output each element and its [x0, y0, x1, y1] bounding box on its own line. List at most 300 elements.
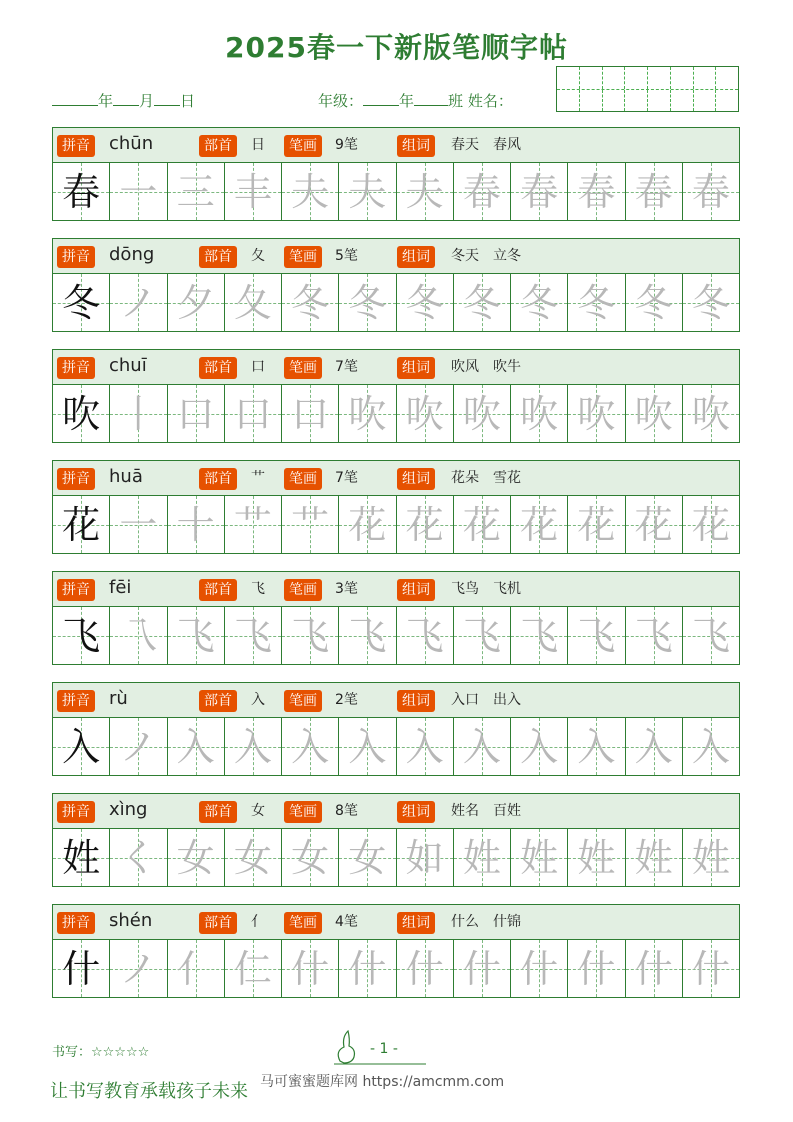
tracing-grid-row: [52, 607, 740, 665]
tracing-cell[interactable]: [167, 607, 224, 664]
tracing-cell[interactable]: [625, 607, 682, 664]
stroke-step-character: 姓: [462, 835, 501, 880]
tracing-cell[interactable]: [510, 163, 567, 220]
stroke-step-character: 女: [291, 835, 330, 880]
tracing-grid-row: [52, 163, 740, 221]
stroke-step-character: 吹: [348, 391, 387, 436]
character-info-header: [52, 793, 740, 829]
grade-suffix: 年: [399, 92, 415, 110]
tracing-cell[interactable]: [567, 274, 624, 331]
date-line: [52, 90, 195, 111]
pinyin-value: chuī: [109, 355, 147, 376]
character-block: [52, 571, 740, 665]
tracing-cell[interactable]: [453, 385, 510, 442]
page-number-mark: [330, 1027, 430, 1067]
name-label: 姓名：: [467, 92, 513, 110]
tracing-cell[interactable]: [224, 385, 281, 442]
tracing-cell[interactable]: [453, 274, 510, 331]
stroke-step-character: 冬: [520, 280, 559, 325]
tracing-cell[interactable]: [224, 496, 281, 553]
pinyin-value: xìng: [109, 799, 148, 820]
words-tag: 组词: [397, 579, 435, 601]
tracing-cell[interactable]: [167, 829, 224, 886]
stroke-step-character: 什: [634, 946, 673, 991]
strokes-value: 9笔: [335, 137, 358, 153]
tracing-grid-row: [52, 496, 740, 554]
pinyin-value: rù: [109, 688, 128, 709]
stroke-step-character: 吹: [577, 391, 616, 436]
stroke-step-character: 姓: [634, 835, 673, 880]
strokes-tag: 笔画: [284, 357, 322, 379]
stroke-step-character: 丰: [233, 169, 272, 214]
character-info-header: [52, 349, 740, 385]
stroke-step-character: 花: [405, 502, 444, 547]
tracing-cell[interactable]: [281, 163, 338, 220]
model-character: 入: [62, 724, 101, 769]
stroke-step-character: 吹: [405, 391, 444, 436]
model-character: 姓: [62, 835, 101, 880]
stroke-step-character: 花: [462, 502, 501, 547]
character-info-header: [52, 460, 740, 496]
tracing-cell[interactable]: [109, 385, 166, 442]
character-block: [52, 127, 740, 221]
stroke-step-character: 丨: [119, 391, 158, 436]
words-value: 什么 什锦: [451, 914, 521, 930]
slogan: 让书写教育承载孩子未来: [50, 1081, 248, 1102]
tracing-cell[interactable]: [396, 274, 453, 331]
grade-blank[interactable]: [363, 91, 399, 106]
stroke-step-character: 口: [291, 391, 330, 436]
tracing-cell[interactable]: [682, 163, 739, 220]
class-blank[interactable]: [414, 91, 448, 106]
tracing-cell[interactable]: [338, 940, 395, 997]
strokes-value: 5笔: [335, 248, 358, 264]
character-block: [52, 793, 740, 887]
tracing-cell[interactable]: [682, 607, 739, 664]
stroke-step-character: ノ: [119, 280, 158, 325]
words-tag: 组词: [397, 246, 435, 268]
words-tag: 组词: [397, 135, 435, 157]
tracing-cell[interactable]: [167, 274, 224, 331]
words-tag: 组词: [397, 912, 435, 934]
tracing-cell[interactable]: [167, 718, 224, 775]
tracing-cell[interactable]: [338, 274, 395, 331]
pinyin-tag: 拼音: [57, 135, 95, 157]
tracing-cell[interactable]: [281, 940, 338, 997]
tracing-cell[interactable]: [625, 718, 682, 775]
tracing-cell[interactable]: [338, 607, 395, 664]
tracing-cell[interactable]: [453, 496, 510, 553]
stroke-step-character: 入: [634, 724, 673, 769]
stroke-step-character: 春: [520, 169, 559, 214]
strokes-tag: 笔画: [284, 468, 322, 490]
stroke-step-character: 飞: [291, 613, 330, 658]
site-watermark: 马可蜜蜜题库网 https://amcmm.com: [260, 1074, 505, 1090]
stroke-step-character: 花: [634, 502, 673, 547]
stroke-step-character: 入: [233, 724, 272, 769]
pinyin-value: chūn: [109, 133, 154, 154]
stroke-step-character: 夕: [176, 280, 215, 325]
strokes-value: 2笔: [335, 692, 358, 708]
stroke-step-character: 如: [405, 835, 444, 880]
tracing-cell[interactable]: [281, 496, 338, 553]
tracing-cell[interactable]: [109, 607, 166, 664]
stroke-step-character: 入: [176, 724, 215, 769]
radical-value: 亻: [251, 914, 265, 930]
stroke-step-character: 冬: [405, 280, 444, 325]
tracing-cell[interactable]: [281, 274, 338, 331]
radical-tag: 部首: [199, 690, 237, 712]
radical-tag: 部首: [199, 801, 237, 823]
tracing-cell[interactable]: [396, 163, 453, 220]
stroke-step-character: 入: [520, 724, 559, 769]
tracing-cell[interactable]: [682, 718, 739, 775]
tracing-cell[interactable]: [109, 829, 166, 886]
stroke-step-character: 吹: [691, 391, 730, 436]
words-tag: 组词: [397, 801, 435, 823]
stroke-step-character: 什: [348, 946, 387, 991]
model-character-cell[interactable]: [53, 607, 109, 664]
tracing-cell[interactable]: [167, 940, 224, 997]
tracing-cell[interactable]: [396, 385, 453, 442]
pinyin-tag: 拼音: [57, 801, 95, 823]
model-character-cell[interactable]: [53, 496, 109, 553]
words-tag: 组词: [397, 357, 435, 379]
stroke-step-character: 入: [691, 724, 730, 769]
model-character: 冬: [62, 280, 101, 325]
stroke-step-character: 什: [291, 946, 330, 991]
stroke-step-character: 夫: [348, 169, 387, 214]
tracing-cell[interactable]: [224, 940, 281, 997]
tracing-cell[interactable]: [281, 718, 338, 775]
strokes-value: 7笔: [335, 470, 358, 486]
stroke-step-character: 花: [348, 502, 387, 547]
model-character-cell[interactable]: [53, 274, 109, 331]
stroke-step-character: 仁: [233, 946, 272, 991]
tracing-cell[interactable]: [396, 718, 453, 775]
model-character-cell[interactable]: [53, 163, 109, 220]
tracing-cell[interactable]: [682, 496, 739, 553]
tracing-cell[interactable]: [682, 940, 739, 997]
tracing-cell[interactable]: [625, 385, 682, 442]
stroke-step-character: 女: [176, 835, 215, 880]
strokes-tag: 笔画: [284, 246, 322, 268]
stroke-step-character: 花: [577, 502, 616, 547]
radical-tag: 部首: [199, 135, 237, 157]
stroke-step-character: 吹: [634, 391, 673, 436]
tracing-cell[interactable]: [281, 607, 338, 664]
radical-tag: 部首: [199, 357, 237, 379]
stroke-step-character: 冬: [462, 280, 501, 325]
radical-value: 入: [251, 692, 265, 708]
tracing-cell[interactable]: [567, 496, 624, 553]
tracing-cell[interactable]: [396, 829, 453, 886]
stroke-step-character: 姓: [691, 835, 730, 880]
pinyin-tag: 拼音: [57, 246, 95, 268]
radical-tag: 部首: [199, 468, 237, 490]
tracing-cell[interactable]: [109, 496, 166, 553]
stroke-step-character: 夫: [405, 169, 444, 214]
tracing-grid-row: [52, 829, 740, 887]
strokes-tag: 笔画: [284, 801, 322, 823]
class-label: 班: [448, 92, 464, 110]
radical-tag: 部首: [199, 912, 237, 934]
stroke-step-character: 飞: [691, 613, 730, 658]
radical-value: 夂: [251, 248, 265, 264]
words-value: 花朵 雪花: [451, 470, 521, 486]
strokes-tag: 笔画: [284, 690, 322, 712]
tracing-cell[interactable]: [567, 607, 624, 664]
stroke-step-character: 亻: [176, 946, 215, 991]
words-value: 姓名 百姓: [451, 803, 521, 819]
tracing-cell[interactable]: [510, 496, 567, 553]
stroke-step-character: 冬: [577, 280, 616, 325]
tracing-cell[interactable]: [625, 274, 682, 331]
stroke-step-character: 艹: [291, 502, 330, 547]
pinyin-tag: 拼音: [57, 468, 95, 490]
character-block: [52, 349, 740, 443]
model-character: 什: [62, 946, 101, 991]
stroke-step-character: 冬: [691, 280, 730, 325]
tracing-cell[interactable]: [396, 940, 453, 997]
tracing-cell[interactable]: [338, 718, 395, 775]
tracing-cell[interactable]: [625, 829, 682, 886]
stroke-step-character: 飞: [462, 613, 501, 658]
model-character: 春: [62, 169, 101, 214]
stroke-step-character: 飞: [405, 613, 444, 658]
tracing-cell[interactable]: [396, 607, 453, 664]
stroke-step-character: 一: [119, 502, 158, 547]
stroke-step-character: 飞: [348, 613, 387, 658]
tracing-grid-row: [52, 940, 740, 998]
words-value: 吹风 吹牛: [451, 359, 521, 375]
radical-value: 飞: [251, 581, 265, 597]
model-character-cell[interactable]: [53, 385, 109, 442]
page-number: - 1 -: [370, 1041, 398, 1057]
stroke-step-character: 入: [291, 724, 330, 769]
stroke-step-character: 什: [405, 946, 444, 991]
tracing-cell[interactable]: [109, 274, 166, 331]
tracing-cell[interactable]: [338, 829, 395, 886]
stroke-step-character: 什: [577, 946, 616, 991]
model-character: 吹: [62, 391, 101, 436]
stroke-step-character: 花: [691, 502, 730, 547]
stroke-step-character: 冬: [348, 280, 387, 325]
model-character-cell[interactable]: [53, 718, 109, 775]
stroke-step-character: 口: [176, 391, 215, 436]
stroke-step-character: 艹: [233, 502, 272, 547]
character-block: [52, 460, 740, 554]
strokes-value: 8笔: [335, 803, 358, 819]
strokes-tag: 笔画: [284, 579, 322, 601]
character-info-header: [52, 904, 740, 940]
character-block: [52, 238, 740, 332]
stroke-step-character: 一: [119, 169, 158, 214]
words-value: 冬天 立冬: [451, 248, 521, 264]
tracing-cell[interactable]: [281, 829, 338, 886]
stroke-step-character: 什: [691, 946, 730, 991]
tracing-cell[interactable]: [338, 496, 395, 553]
pinyin-value: shén: [109, 910, 153, 931]
stroke-step-character: 春: [634, 169, 673, 214]
tracing-cell[interactable]: [567, 718, 624, 775]
pinyin-tag: 拼音: [57, 579, 95, 601]
strokes-value: 3笔: [335, 581, 358, 597]
character-info-header: [52, 127, 740, 163]
tracing-cell[interactable]: [453, 607, 510, 664]
strokes-tag: 笔画: [284, 912, 322, 934]
tracing-cell[interactable]: [510, 274, 567, 331]
strokes-value: 4笔: [335, 914, 358, 930]
month-label: 月: [139, 92, 155, 110]
tracing-cell[interactable]: [167, 163, 224, 220]
tracing-cell[interactable]: [338, 385, 395, 442]
tracing-cell[interactable]: [567, 829, 624, 886]
tracing-cell[interactable]: [109, 718, 166, 775]
tracing-cell[interactable]: [567, 940, 624, 997]
tracing-cell[interactable]: [682, 274, 739, 331]
stroke-step-character: 女: [348, 835, 387, 880]
model-character: 飞: [62, 613, 101, 658]
tracing-cell[interactable]: [567, 385, 624, 442]
stroke-step-character: 冬: [291, 280, 330, 325]
radical-value: 日: [251, 137, 265, 153]
words-value: 飞鸟 飞机: [451, 581, 521, 597]
model-character-cell[interactable]: [53, 940, 109, 997]
stroke-step-character: 十: [176, 502, 215, 547]
stroke-step-character: 飞: [520, 613, 559, 658]
character-info-header: [52, 238, 740, 274]
stroke-step-character: 飞: [577, 613, 616, 658]
tracing-cell[interactable]: [338, 163, 395, 220]
pinyin-tag: 拼音: [57, 690, 95, 712]
tracing-cell[interactable]: [224, 718, 281, 775]
tracing-cell[interactable]: [510, 718, 567, 775]
stroke-step-character: 吹: [520, 391, 559, 436]
stroke-step-character: 入: [577, 724, 616, 769]
stroke-step-character: 飞: [176, 613, 215, 658]
tracing-cell[interactable]: [682, 385, 739, 442]
stroke-step-character: 入: [405, 724, 444, 769]
student-line: [318, 90, 513, 111]
radical-value: 口: [251, 359, 265, 375]
tracing-cell[interactable]: [281, 385, 338, 442]
stroke-step-character: 飞: [233, 613, 272, 658]
stroke-step-character: 春: [462, 169, 501, 214]
tracing-cell[interactable]: [682, 829, 739, 886]
pinyin-tag: 拼音: [57, 357, 95, 379]
strokes-value: 7笔: [335, 359, 358, 375]
stroke-step-character: 三: [176, 169, 215, 214]
strokes-tag: 笔画: [284, 135, 322, 157]
tracing-cell[interactable]: [510, 829, 567, 886]
radical-value: 女: [251, 803, 265, 819]
stroke-step-character: 飞: [634, 613, 673, 658]
rating-stars: 书写：☆☆☆☆☆: [52, 1045, 150, 1060]
stroke-step-character: 夂: [233, 280, 272, 325]
tracing-cell[interactable]: [167, 496, 224, 553]
stroke-step-character: く: [119, 835, 158, 880]
day-label: 日: [180, 92, 196, 110]
character-info-header: [52, 682, 740, 718]
radical-value: 艹: [251, 470, 265, 486]
stroke-step-character: 口: [233, 391, 272, 436]
stroke-step-character: 夫: [291, 169, 330, 214]
grade-label: 年级：: [318, 92, 364, 110]
tracing-cell[interactable]: [167, 385, 224, 442]
tracing-grid-row: [52, 718, 740, 776]
stroke-step-character: 春: [691, 169, 730, 214]
stroke-step-character: ノ: [119, 946, 158, 991]
page-title: 2025春一下新版笔顺字帖: [225, 31, 568, 64]
tracing-cell[interactable]: [224, 607, 281, 664]
model-character-cell[interactable]: [53, 829, 109, 886]
stroke-step-character: 什: [520, 946, 559, 991]
year-label: 年: [98, 92, 114, 110]
tracing-cell[interactable]: [396, 496, 453, 553]
stroke-step-character: 春: [577, 169, 616, 214]
tracing-cell[interactable]: [453, 829, 510, 886]
radical-tag: 部首: [199, 579, 237, 601]
tracing-cell[interactable]: [109, 940, 166, 997]
stroke-step-character: 花: [520, 502, 559, 547]
tracing-cell[interactable]: [625, 163, 682, 220]
radical-tag: 部首: [199, 246, 237, 268]
stroke-step-character: 冬: [634, 280, 673, 325]
tracing-cell[interactable]: [567, 163, 624, 220]
stroke-step-character: ノ: [119, 724, 158, 769]
stroke-step-character: 入: [462, 724, 501, 769]
words-value: 入口 出入: [451, 692, 521, 708]
tracing-cell[interactable]: [453, 718, 510, 775]
tracing-cell[interactable]: [510, 607, 567, 664]
stroke-step-character: 姓: [520, 835, 559, 880]
tracing-cell[interactable]: [109, 163, 166, 220]
character-info-header: [52, 571, 740, 607]
tracing-cell[interactable]: [224, 274, 281, 331]
pinyin-value: dōng: [109, 244, 155, 265]
stroke-step-character: 乁: [119, 613, 158, 658]
stroke-step-character: 女: [233, 835, 272, 880]
tracing-cell[interactable]: [625, 940, 682, 997]
pinyin-tag: 拼音: [57, 912, 95, 934]
stroke-step-character: 入: [348, 724, 387, 769]
day-blank[interactable]: [154, 91, 180, 106]
tracing-cell[interactable]: [453, 940, 510, 997]
tracing-cell[interactable]: [224, 163, 281, 220]
stroke-step-character: 吹: [462, 391, 501, 436]
tracing-cell[interactable]: [625, 496, 682, 553]
pinyin-value: huā: [109, 466, 143, 487]
model-character: 花: [62, 502, 101, 547]
tracing-grid-row: [52, 274, 740, 332]
tracing-cell[interactable]: [224, 829, 281, 886]
words-value: 春天 春风: [451, 137, 521, 153]
stroke-step-character: 姓: [577, 835, 616, 880]
month-blank[interactable]: [113, 91, 139, 106]
name-writing-grid[interactable]: [556, 66, 739, 112]
tracing-grid-row: [52, 385, 740, 443]
tracing-cell[interactable]: [510, 940, 567, 997]
tracing-cell[interactable]: [453, 163, 510, 220]
character-block: [52, 682, 740, 776]
pinyin-value: fēi: [109, 577, 132, 598]
words-tag: 组词: [397, 690, 435, 712]
tracing-cell[interactable]: [510, 385, 567, 442]
character-block: [52, 904, 740, 998]
year-blank[interactable]: [52, 91, 98, 106]
stroke-step-character: 什: [462, 946, 501, 991]
